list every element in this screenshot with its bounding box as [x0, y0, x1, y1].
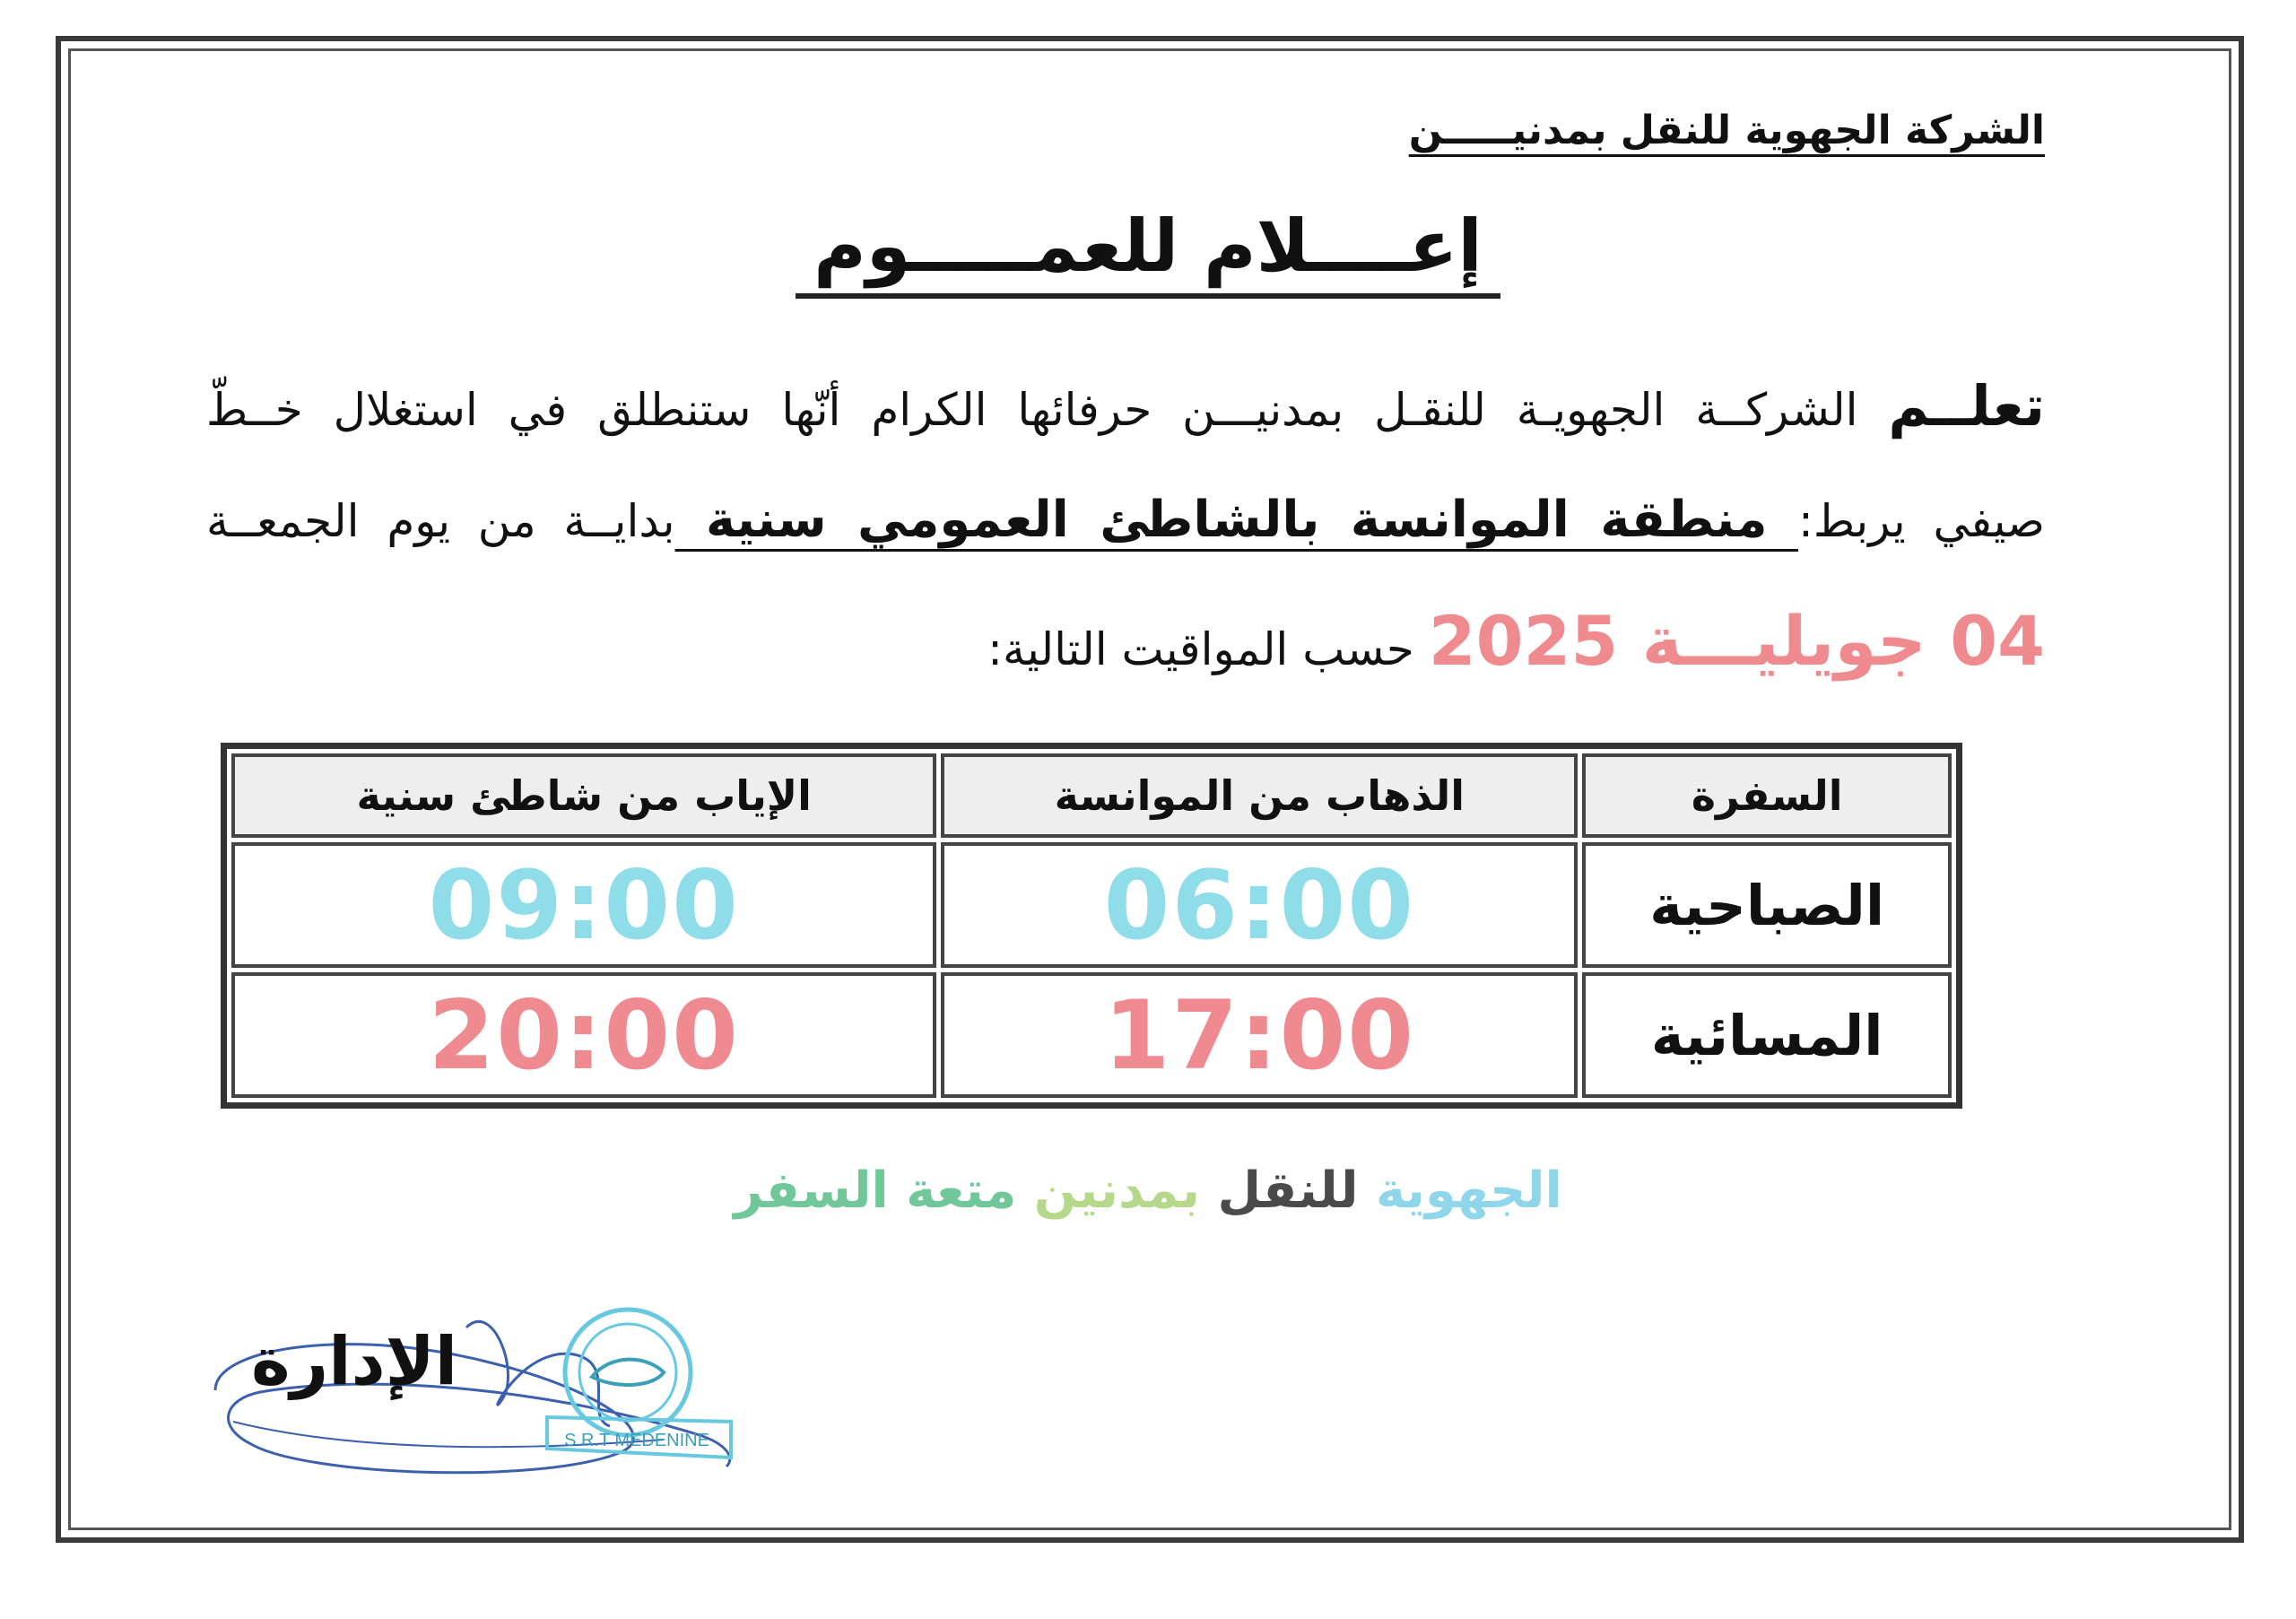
schedule-row-evening — [231, 972, 1952, 1098]
cell-morning-return — [231, 842, 936, 968]
body-lead-word: تعلــم — [1888, 373, 2045, 439]
slogan-part-3: بمدنين — [1033, 1162, 1200, 1220]
stamp-text: S.R.T MEDENINE — [564, 1431, 709, 1450]
time-morning-departure: 06:00 — [1103, 849, 1416, 961]
notice-title-wrap — [0, 205, 2296, 299]
route-name: منطقة الموانسة بالشاطئ العمومي سنية — [674, 491, 1798, 549]
period-morning: الصباحية — [1582, 842, 1952, 968]
slogan-part-1: الجهوية — [1376, 1162, 1562, 1220]
body-line-2-suffix: بدايــة من يوم الجمعــة — [206, 495, 675, 547]
body-line-3-text: حسب المواقيت التالية: — [987, 623, 1414, 675]
schedule-row-morning — [231, 842, 1952, 968]
header-return: الإياب من شاطئ سنية — [231, 753, 936, 838]
cell-evening-departure — [941, 972, 1578, 1098]
slogan-part-4: متعة السفر — [734, 1162, 1017, 1220]
notice-title: إعــــلام للعمـــــوم — [796, 205, 1500, 299]
body-line-1 — [206, 375, 2045, 441]
time-evening-return: 20:00 — [428, 979, 740, 1091]
company-name: الشركة الجهوية للنقل بمدنيـــــن — [1408, 108, 2045, 153]
body-line-2-prefix: صيفي يربط: — [1797, 495, 2045, 547]
header-departure: الذهاب من الموانسة — [941, 753, 1578, 838]
time-morning-return: 09:00 — [428, 849, 740, 961]
period-evening: المسائية — [1582, 972, 1952, 1098]
body-line-1-text: الشركــة الجهويـة للنقـل بمدنيـــن حرفائها الكرام أنّها ستنطلق في استغلال خــطّ — [206, 384, 1858, 436]
schedule-table — [221, 743, 1962, 1109]
slogan-part-2: للنقل — [1217, 1162, 1359, 1220]
start-date: 04 جويليـــة 2025 — [1428, 601, 2045, 681]
cell-morning-departure — [941, 842, 1578, 968]
cell-evening-return — [231, 972, 936, 1098]
time-evening-departure: 17:00 — [1103, 979, 1416, 1091]
body-line-3 — [987, 601, 2045, 690]
administration-label: الإدارة — [251, 1323, 458, 1400]
slogan — [0, 1162, 2296, 1220]
company-stamp-icon — [529, 1301, 744, 1471]
header-trip: السفرة — [1582, 753, 1952, 838]
body-line-2 — [206, 489, 2045, 553]
schedule-header-row — [231, 753, 1952, 838]
